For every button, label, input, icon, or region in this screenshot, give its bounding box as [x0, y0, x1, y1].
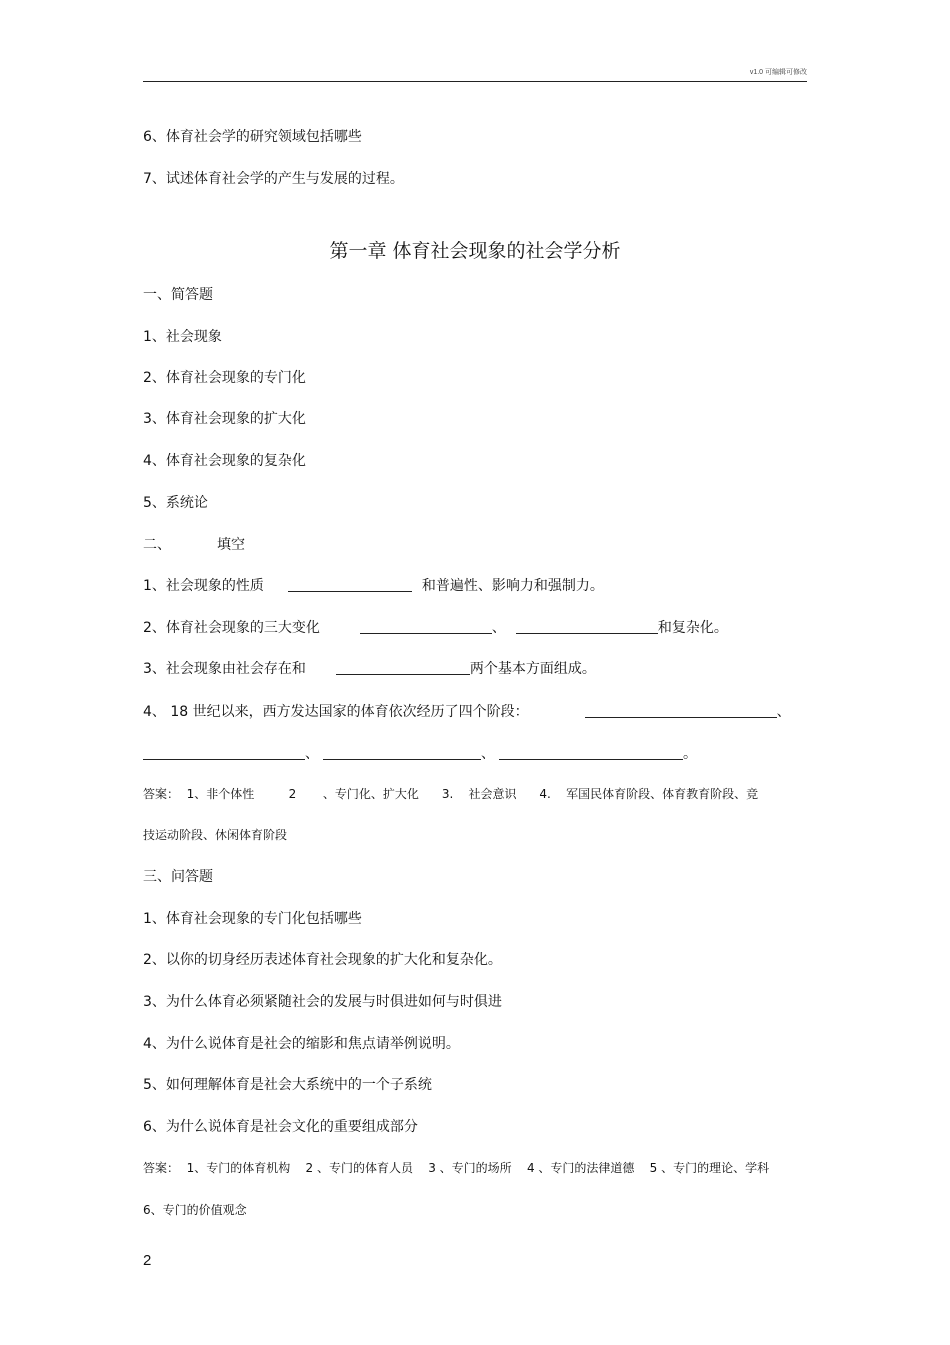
- fill-q4-end: 。: [683, 746, 697, 762]
- section3-item-4: 4、为什么说体育是社会的缩影和焦点请举例说明。: [143, 1036, 460, 1052]
- section3-item-5: 5、如何理解体育是社会大系统中的一个子系统: [143, 1077, 432, 1093]
- fill-blank[interactable]: [323, 745, 481, 760]
- section2-heading-num: 二、: [143, 537, 171, 553]
- fill-question-1: [143, 577, 604, 595]
- section2-answer-line-1: 答案： 1、非个体性 2 、专门化、扩大化 3. 社会意识 4. 军国民体育阶段、体育教育阶段、竞: [143, 787, 759, 801]
- fill-q4-text-before: 4、 18 世纪以来，西方发达国家的体育依次经历了四个阶段：: [143, 704, 529, 720]
- fill-q2-text-before: 2、体育社会现象的三大变化: [143, 620, 320, 636]
- section1-item-3: 3、体育社会现象的扩大化: [143, 411, 306, 427]
- section1-item-4: 4、体育社会现象的复杂化: [143, 453, 306, 469]
- section2-heading-text: 填空: [217, 537, 245, 553]
- fill-question-3: [143, 660, 596, 678]
- section3-item-6: 6、为什么说体育是社会文化的重要组成部分: [143, 1119, 418, 1135]
- header-version-text: v1.0 可编辑可修改: [749, 69, 807, 76]
- fill-blank[interactable]: [143, 745, 305, 760]
- fill-q4-separator: 、: [305, 746, 319, 762]
- section3-item-2: 2、以你的切身经历表述体育社会现象的扩大化和复杂化。: [143, 952, 502, 968]
- section1-item-2: 2、体育社会现象的专门化: [143, 370, 306, 386]
- fill-q1-text-before: 1、社会现象的性质: [143, 578, 264, 594]
- fill-blank[interactable]: [516, 619, 658, 634]
- section3-item-3: 3、为什么体育必须紧随社会的发展与时俱进如何与时俱进: [143, 994, 502, 1010]
- section1-item-5: 5、系统论: [143, 495, 208, 511]
- section3-answer-line-2: 6、专门的价值观念: [143, 1203, 247, 1217]
- fill-q2-text-after: 和复杂化。: [657, 620, 728, 636]
- fill-blank[interactable]: [360, 619, 492, 634]
- fill-q3-text-after: 两个基本方面组成。: [469, 661, 596, 677]
- section3-answer-line-1: 答案： 1、专门的体育机构 2 、专门的体育人员 3 、专门的场所 4 、专门的法律道德 5 、专门的理论、学科: [143, 1161, 770, 1175]
- fill-q4-separator: 、: [776, 704, 791, 720]
- fill-q1-text-after: 和普遍性、影响力和强制力。: [421, 578, 604, 594]
- fill-q3-text-before: 3、社会现象由社会存在和: [143, 661, 306, 677]
- fill-blank[interactable]: [288, 577, 412, 592]
- chapter-title: 第一章 体育社会现象的社会学分析: [329, 240, 621, 262]
- fill-blank[interactable]: [585, 703, 777, 718]
- fill-blank[interactable]: [499, 745, 683, 760]
- fill-question-2: [143, 619, 728, 637]
- section2-answer-line-2: 技运动阶段、休闲体育阶段: [143, 828, 288, 842]
- fill-question-4-continued: [143, 745, 697, 763]
- header-rule: [143, 81, 807, 82]
- section1-item-1: 1、社会现象: [143, 329, 222, 345]
- fill-question-4: [143, 703, 791, 721]
- prev-question-6: 6、体育社会学的研究领域包括哪些: [143, 129, 362, 145]
- section1-heading: 一、简答题: [143, 287, 213, 303]
- fill-blank[interactable]: [336, 660, 470, 675]
- section3-item-1: 1、体育社会现象的专门化包括哪些: [143, 911, 362, 927]
- prev-question-7: 7、试述体育社会学的产生与发展的过程。: [143, 171, 404, 187]
- section3-heading: 三、问答题: [143, 869, 213, 885]
- section2-heading: [143, 536, 245, 554]
- page-number: 2: [143, 1252, 152, 1269]
- fill-q2-separator: 、: [491, 620, 506, 636]
- fill-q4-separator: 、: [481, 746, 495, 762]
